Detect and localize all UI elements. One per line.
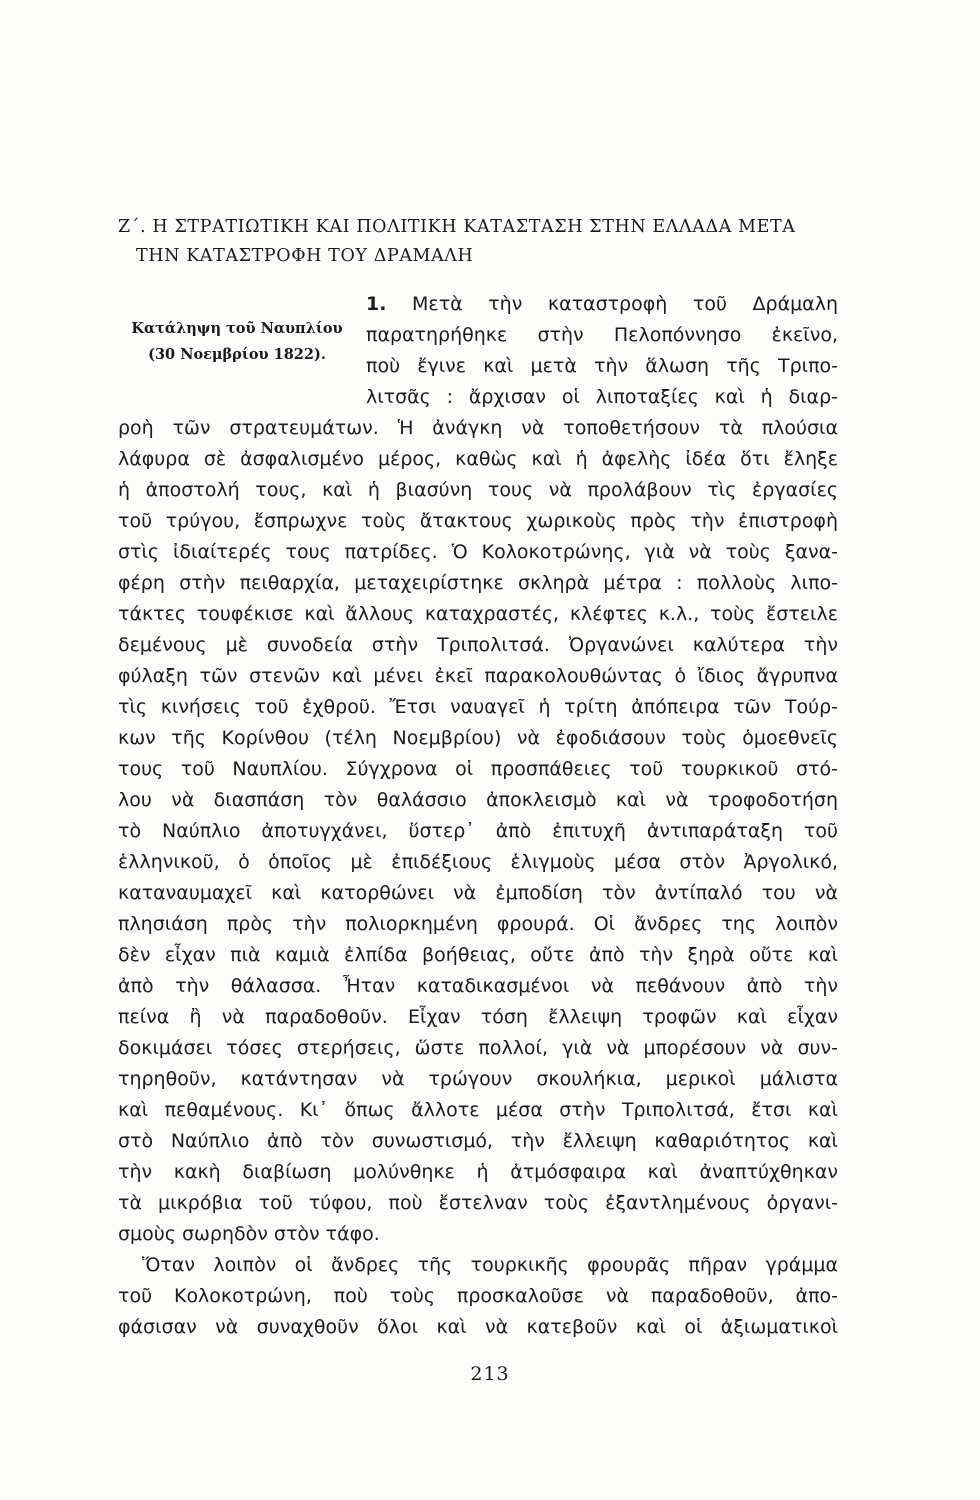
section-heading-line-2: ΤΗΝ ΚΑΤΑΣΤΡΟΦΗ ΤΟΥ ΔΡΑΜΑΛΗ <box>136 246 474 266</box>
text-line: καταναυμαχεῖ καὶ κατορθώνει νὰ ἐμποδίση τὸν ἀντίπαλό του νὰ <box>118 882 838 904</box>
text-line: φάσισαν νὰ συναχθοῦν ὅλοι καὶ νὰ κατεβοῦν καὶ οἱ ἀξιωματικοὶ <box>118 1316 838 1338</box>
page-number: 213 <box>470 1363 510 1385</box>
text-line: τὶς κινήσεις τοῦ ἐχθροῦ. Ἔτσι ναυαγεῖ ἡ τρίτη ἀπόπειρα τῶν Τούρ- <box>118 696 838 718</box>
text-line: φύλαξη τῶν στενῶν καὶ μένει ἐκεῖ παρακολουθώντας ὁ ἴδιος ἄγρυπνα <box>118 665 838 687</box>
text-line: Ὅταν λοιπὸν οἱ ἄνδρες τῆς τουρκικῆς φρουρᾶς πῆραν γράμμα <box>142 1254 838 1276</box>
text-line: παρατηρήθηκε στὴν Πελοπόννησο ἐκεῖνο, <box>366 324 838 346</box>
text-line: κων τῆς Κορίνθου (τέλη Νοεμβρίου) νὰ ἐφοδιάσουν τοὺς ὁμοεθνεῖς <box>118 727 838 749</box>
text-line: τὴν κακὴ διαβίωση μολύνθηκε ἡ ἀτμόσφαιρα καὶ ἀναπτύχθηκαν <box>118 1161 838 1183</box>
text-line: λάφυρα σὲ ἀσφαλισμένο μέρος, καθὼς καὶ ἡ ἀφελὴς ἰδέα ὅτι ἔληξε <box>118 448 838 470</box>
text-line: ἑλληνικοῦ, ὁ ὁποῖος μὲ ἐπιδέξιους ἑλιγμοὺς μέσα στὸν Ἀργολικό, <box>118 851 838 873</box>
text-line: στὸ Ναύπλιο ἀπὸ τὸν συνωστισμό, τὴν ἔλλειψη καθαριότητος καὶ <box>118 1130 838 1152</box>
text-line: ποὺ ἔγινε καὶ μετὰ τὴν ἅλωση τῆς Τριπο- <box>366 355 838 377</box>
text-line: ροὴ τῶν στρατευμάτων. Ἡ ἀνάγκη νὰ τοποθετήσουν τὰ πλούσια <box>118 417 838 439</box>
text-line: στὶς ἰδιαίτερές τους πατρίδες. Ὁ Κολοκοτρώνης, γιὰ νὰ τοὺς ξανα- <box>118 541 838 563</box>
section-heading-line-1: Ζ΄. Η ΣΤΡΑΤΙΩΤΙΚΗ ΚΑΙ ΠΟΛΙΤΙΚΗ ΚΑΤΑΣΤΑΣΗ ΣΤΗΝ ΕΛΛΑΔΑ ΜΕΤΑ <box>118 217 796 237</box>
text-line: σμοὺς σωρηδὸν στὸν τάφο. <box>118 1223 380 1245</box>
text-line: λιτσᾶς : ἄρχισαν οἱ λιποταξίες καὶ ἡ διαρ- <box>366 386 838 408</box>
text-line: δοκιμάσει τόσες στερήσεις, ὥστε πολλοί, γιὰ νὰ μπορέσουν νὰ συν- <box>118 1037 838 1059</box>
text-line <box>366 289 838 320</box>
paragraph-number: 1. <box>366 293 387 315</box>
text-line: πλησιάση πρὸς τὴν πολιορκημένη φρουρά. Οἱ ἄνδρες της λοιπὸν <box>118 913 838 935</box>
text-line: τοῦ τρύγου, ἔσπρωχνε τοὺς ἄτακτους χωρικοὺς πρὸς τὴν ἐπιστροφὴ <box>118 510 838 532</box>
text-line: λου νὰ διασπάση τὸν θαλάσσιο ἀποκλεισμὸ καὶ νὰ τροφοδοτήση <box>118 789 838 811</box>
text-line-content: Μετὰ τὴν καταστροφὴ τοῦ Δράμαλη <box>412 293 838 315</box>
text-line: δεμένους μὲ συνοδεία στὴν Τριπολιτσά. Ὀργανώνει καλύτερα τὴν <box>118 634 838 656</box>
margin-note-line-1: Κατάληψη τοῦ Ναυπλίου <box>131 320 343 337</box>
margin-note <box>118 316 356 368</box>
section-heading <box>118 213 848 271</box>
text-line: τηρηθοῦν, κατάντησαν νὰ τρώγουν σκουλήκια, μερικοὶ μάλιστα <box>118 1068 838 1090</box>
text-line: τὰ μικρόβια τοῦ τύφου, ποὺ ἔστελναν τοὺς ἐξαντλημένους ὀργανι- <box>118 1192 838 1214</box>
text-line: καὶ πεθαμένους. Κι᾽ ὅπως ἄλλοτε μέσα στὴν Τριπολιτσά, ἔτσι καὶ <box>118 1099 838 1121</box>
text-line: τους τοῦ Ναυπλίου. Σύγχρονα οἱ προσπάθειες τοῦ τουρκικοῦ στό- <box>118 758 838 780</box>
text-line: πείνα ἢ νὰ παραδοθοῦν. Εἶχαν τόση ἔλλειψη τροφῶν καὶ εἶχαν <box>118 1006 838 1028</box>
margin-note-line-2: (30 Νοεμβρίου 1822). <box>148 346 326 363</box>
text-line: τάκτες τουφέκισε καὶ ἄλλους καταχραστές, κλέφτες κ.λ., τοὺς ἔστειλε <box>118 603 838 625</box>
text-line: φέρη στὴν πειθαρχία, μεταχειρίστηκε σκληρὰ μέτρα : πολλοὺς λιπο- <box>118 572 838 594</box>
text-line: ἀπὸ τὴν θάλασσα. Ἦταν καταδικασμένοι νὰ πεθάνουν ἀπὸ τὴν <box>118 975 838 997</box>
text-line: δὲν εἶχαν πιὰ καμιὰ ἐλπίδα βοήθειας, οὔτε ἀπὸ τὴν ξηρὰ οὔτε καὶ <box>118 944 838 966</box>
text-line: τὸ Ναύπλιο ἀποτυγχάνει, ὕστερ᾽ ἀπὸ ἐπιτυχῆ ἀντιπαράταξη τοῦ <box>118 820 838 842</box>
text-line: ἡ ἀποστολή τους, καὶ ἡ βιασύνη τους νὰ προλάβουν τὶς ἐργασίες <box>118 479 838 501</box>
text-line: τοῦ Κολοκοτρώνη, ποὺ τοὺς προσκαλοῦσε νὰ παραδοθοῦν, ἀπο- <box>118 1285 838 1307</box>
